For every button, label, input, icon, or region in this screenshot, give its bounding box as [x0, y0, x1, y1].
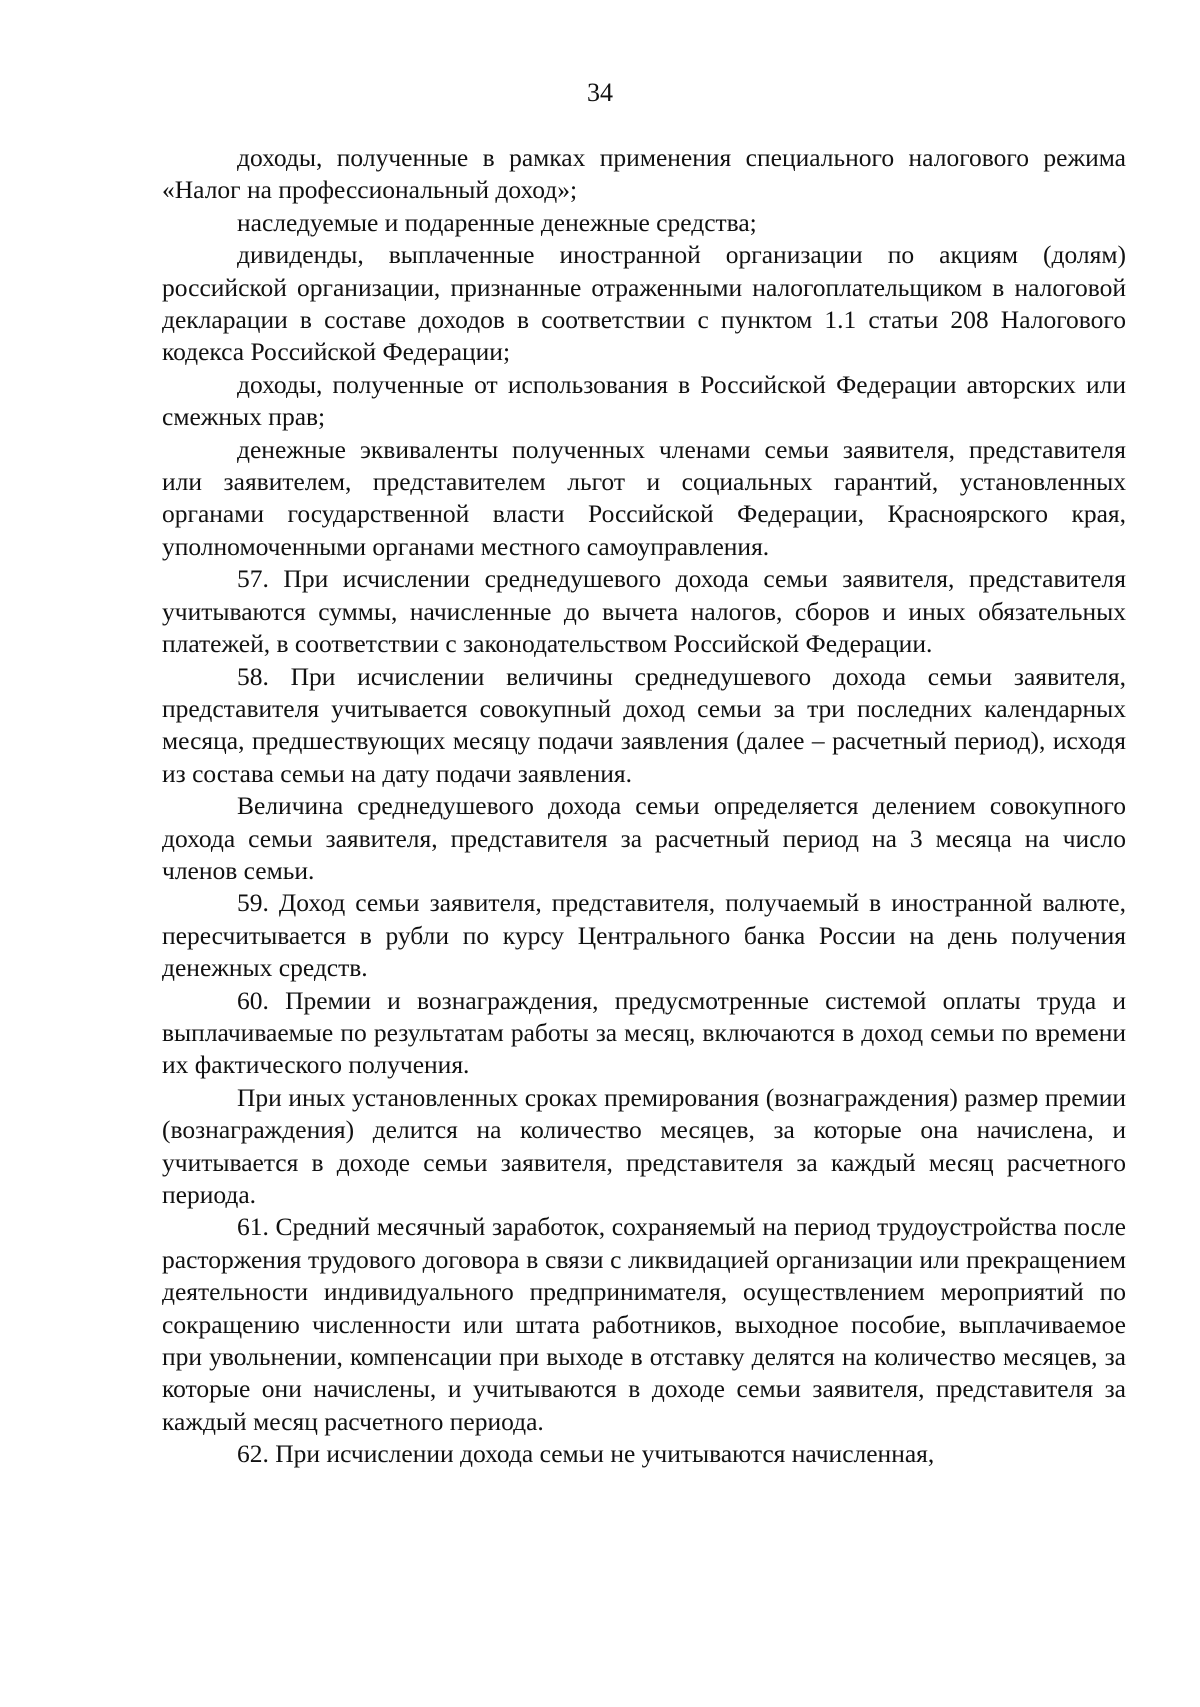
paragraph-monetary-equivalents: денежные эквиваленты полученных членами семьи заявителя, представителя или заявителем, представителем льгот и социальных гарантий, установленных органами государственной власти Российской Федерации, Красноярского края, уполномоченными органами местного самоуправления. — [162, 434, 1126, 561]
paragraph-clause-57: 57. При исчислении среднедушевого дохода семьи заявителя, представителя учитываются суммы, начисленные до вычета налогов, сборов и иных обязательных платежей, в соответствии с законодательством Российской Федерации. — [162, 564, 1126, 659]
paragraph-clause-58: 58. При исчислении величины среднедушевого дохода семьи заявителя, представителя учитывается совокупный доход семьи за три последних календарных месяца, предшествующих месяцу подачи заявления (далее – расчетный период), исходя из состава семьи на дату подачи заявления. — [162, 661, 1126, 788]
paragraph-clause-59: 59. Доход семьи заявителя, представителя, получаемый в иностранной валюте, пересчитывается в рубли по курсу Центрального банка России на день получения денежных средств. — [162, 888, 1126, 983]
paragraph-clause-60: 60. Премии и вознаграждения, предусмотренные системой оплаты труда и выплачиваемые по результатам работы за месяц, включаются в доход семьи по времени их фактического получения. — [162, 985, 1126, 1080]
paragraph-dividends: дивиденды, выплаченные иностранной организации по акциям (долям) российской организации, признанные отраженными налогоплательщиком в налоговой декларации в составе доходов в соответствии с пунктом 1.1 статьи 208 Налогового кодекса Российской Федерации; — [162, 240, 1126, 367]
paragraph-bonus-periods: При иных установленных сроках премирования (вознаграждения) размер премии (вознаграждения) делится на количество месяцев, за которые она начислена, и учитывается в доходе семьи заявителя, представителя за каждый месяц расчетного периода. — [162, 1082, 1126, 1209]
paragraph-income-professional-tax: доходы, полученные в рамках применения специального налогового режима «Налог на профессиональный доход»; — [162, 143, 1126, 205]
paragraph-clause-61: 61. Средний месячный заработок, сохраняемый на период трудоустройства после расторжения трудового договора в связи с ликвидацией организации или прекращением деятельности индивидуального предпринимателя, осуществлением мероприятий по сокращению численности или штата работников, выходное пособие, выплачиваемое при увольнении, компенсации при выходе в отставку делятся на количество месяцев, за которые они начислены, и учитываются в доходе семьи заявителя, представителя за каждый месяц расчетного периода. — [162, 1212, 1126, 1436]
paragraph-copyright-income: доходы, полученные от использования в Российской Федерации авторских или смежных прав; — [162, 369, 1126, 432]
paragraph-average-income-definition: Величина среднедушевого дохода семьи определяется делением совокупного дохода семьи заявителя, представителя за расчетный период на 3 месяца на число членов семьи. — [162, 791, 1126, 885]
document-body — [162, 142, 1126, 1471]
paragraph-clause-62: 62. При исчислении дохода семьи не учитываются начисленная, — [237, 1439, 935, 1469]
page-number: 34 — [587, 78, 613, 107]
paragraph-inherited-funds: наследуемые и подаренные денежные средства; — [237, 207, 757, 237]
